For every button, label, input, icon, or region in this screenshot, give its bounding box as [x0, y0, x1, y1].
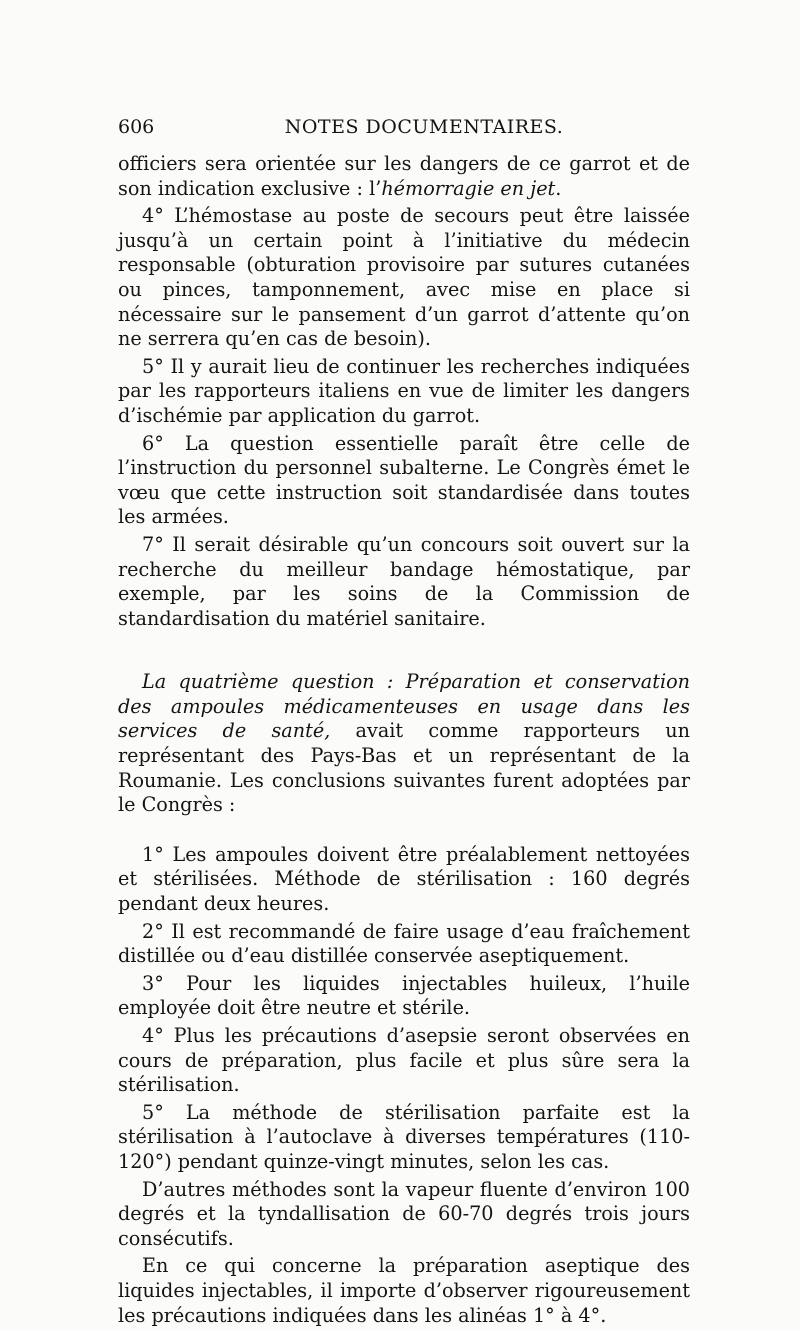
page-header: [118, 116, 690, 146]
conclusion-2: 2° Il est recommandé de faire usage d’eau fraîchement distillée ou d’eau distillée conservée aseptiquement.: [118, 919, 690, 968]
paragraph-item-6: 6° La question essentielle paraît être celle de l’instruction du personnel subalterne. Le Congrès émet le vœu que cette instruction soit standardisée dans toutes les armées.: [118, 431, 690, 529]
body-text: [118, 152, 690, 1331]
page-number: 606: [118, 116, 155, 138]
paragraph-continuation: officiers sera orientée sur les dangers de ce garrot et de son indication exclusive : l’hémorragie en jet.: [118, 152, 690, 200]
other-methods: D’autres méthodes sont la vapeur fluente d’environ 100 degrés et la tyndallisation de 60-70 degrés trois jours consécutifs.: [118, 1177, 690, 1250]
paragraph-item-5: 5° Il y aurait lieu de continuer les recherches indiquées par les rapporteurs italiens en vue de limiter les dangers d’ischémie par application du garrot.: [118, 354, 690, 427]
conclusion-4: 4° Plus les précautions d’asepsie seront observées en cours de préparation, plus facile et plus sûre sera la stérilisation.: [118, 1024, 690, 1097]
paragraph-item-7: 7° Il serait désirable qu’un concours soit ouvert sur la recherche du meilleur bandage hémostatique, par exemple, par les soins de la Commission de standardisation du matériel sanitaire.: [118, 532, 690, 630]
running-title: NOTES DOCUMENTAIRES.: [284, 116, 564, 138]
conclusion-5: 5° La méthode de stérilisation parfaite est la stérilisation à l’autoclave à diverses températures (110-120°) pendant quinze-vingt minutes, selon les cas.: [118, 1100, 690, 1173]
conclusion-3: 3° Pour les liquides injectables huileux, l’huile employée doit être neutre et stérile.: [118, 971, 690, 1020]
conclusion-1: 1° Les ampoules doivent être préalablement nettoyées et stérilisées. Méthode de stérilisation : 160 degrés pendant deux heures.: [118, 842, 690, 916]
paragraph-item-4: 4° L’hémostase au poste de secours peut être laissée jusqu’à un certain point à l’initiative du médecin responsable (obturation provisoire par sutures cutanées ou pinces, tamponnement, avec mise en place si nécessaire sur le pansement d’un garrot d’attente qu’on ne serrera qu’en cas de besoin).: [118, 204, 690, 351]
question-paragraph: La quatrième question : Préparation et conservation des ampoules médicamenteuses en usage dans les services de santé, avait comme rapporteurs un représentant des Pays-Bas et un représentant de la Roumanie. Les conclusions suivantes furent adoptées par le Congrès :: [118, 670, 690, 817]
aseptic-preparation: En ce qui concerne la préparation aseptique des liquides injectables, il importe d’observer rigoureusement les précautions indiquées dans les alinéas 1° à 4°.: [118, 1254, 690, 1327]
